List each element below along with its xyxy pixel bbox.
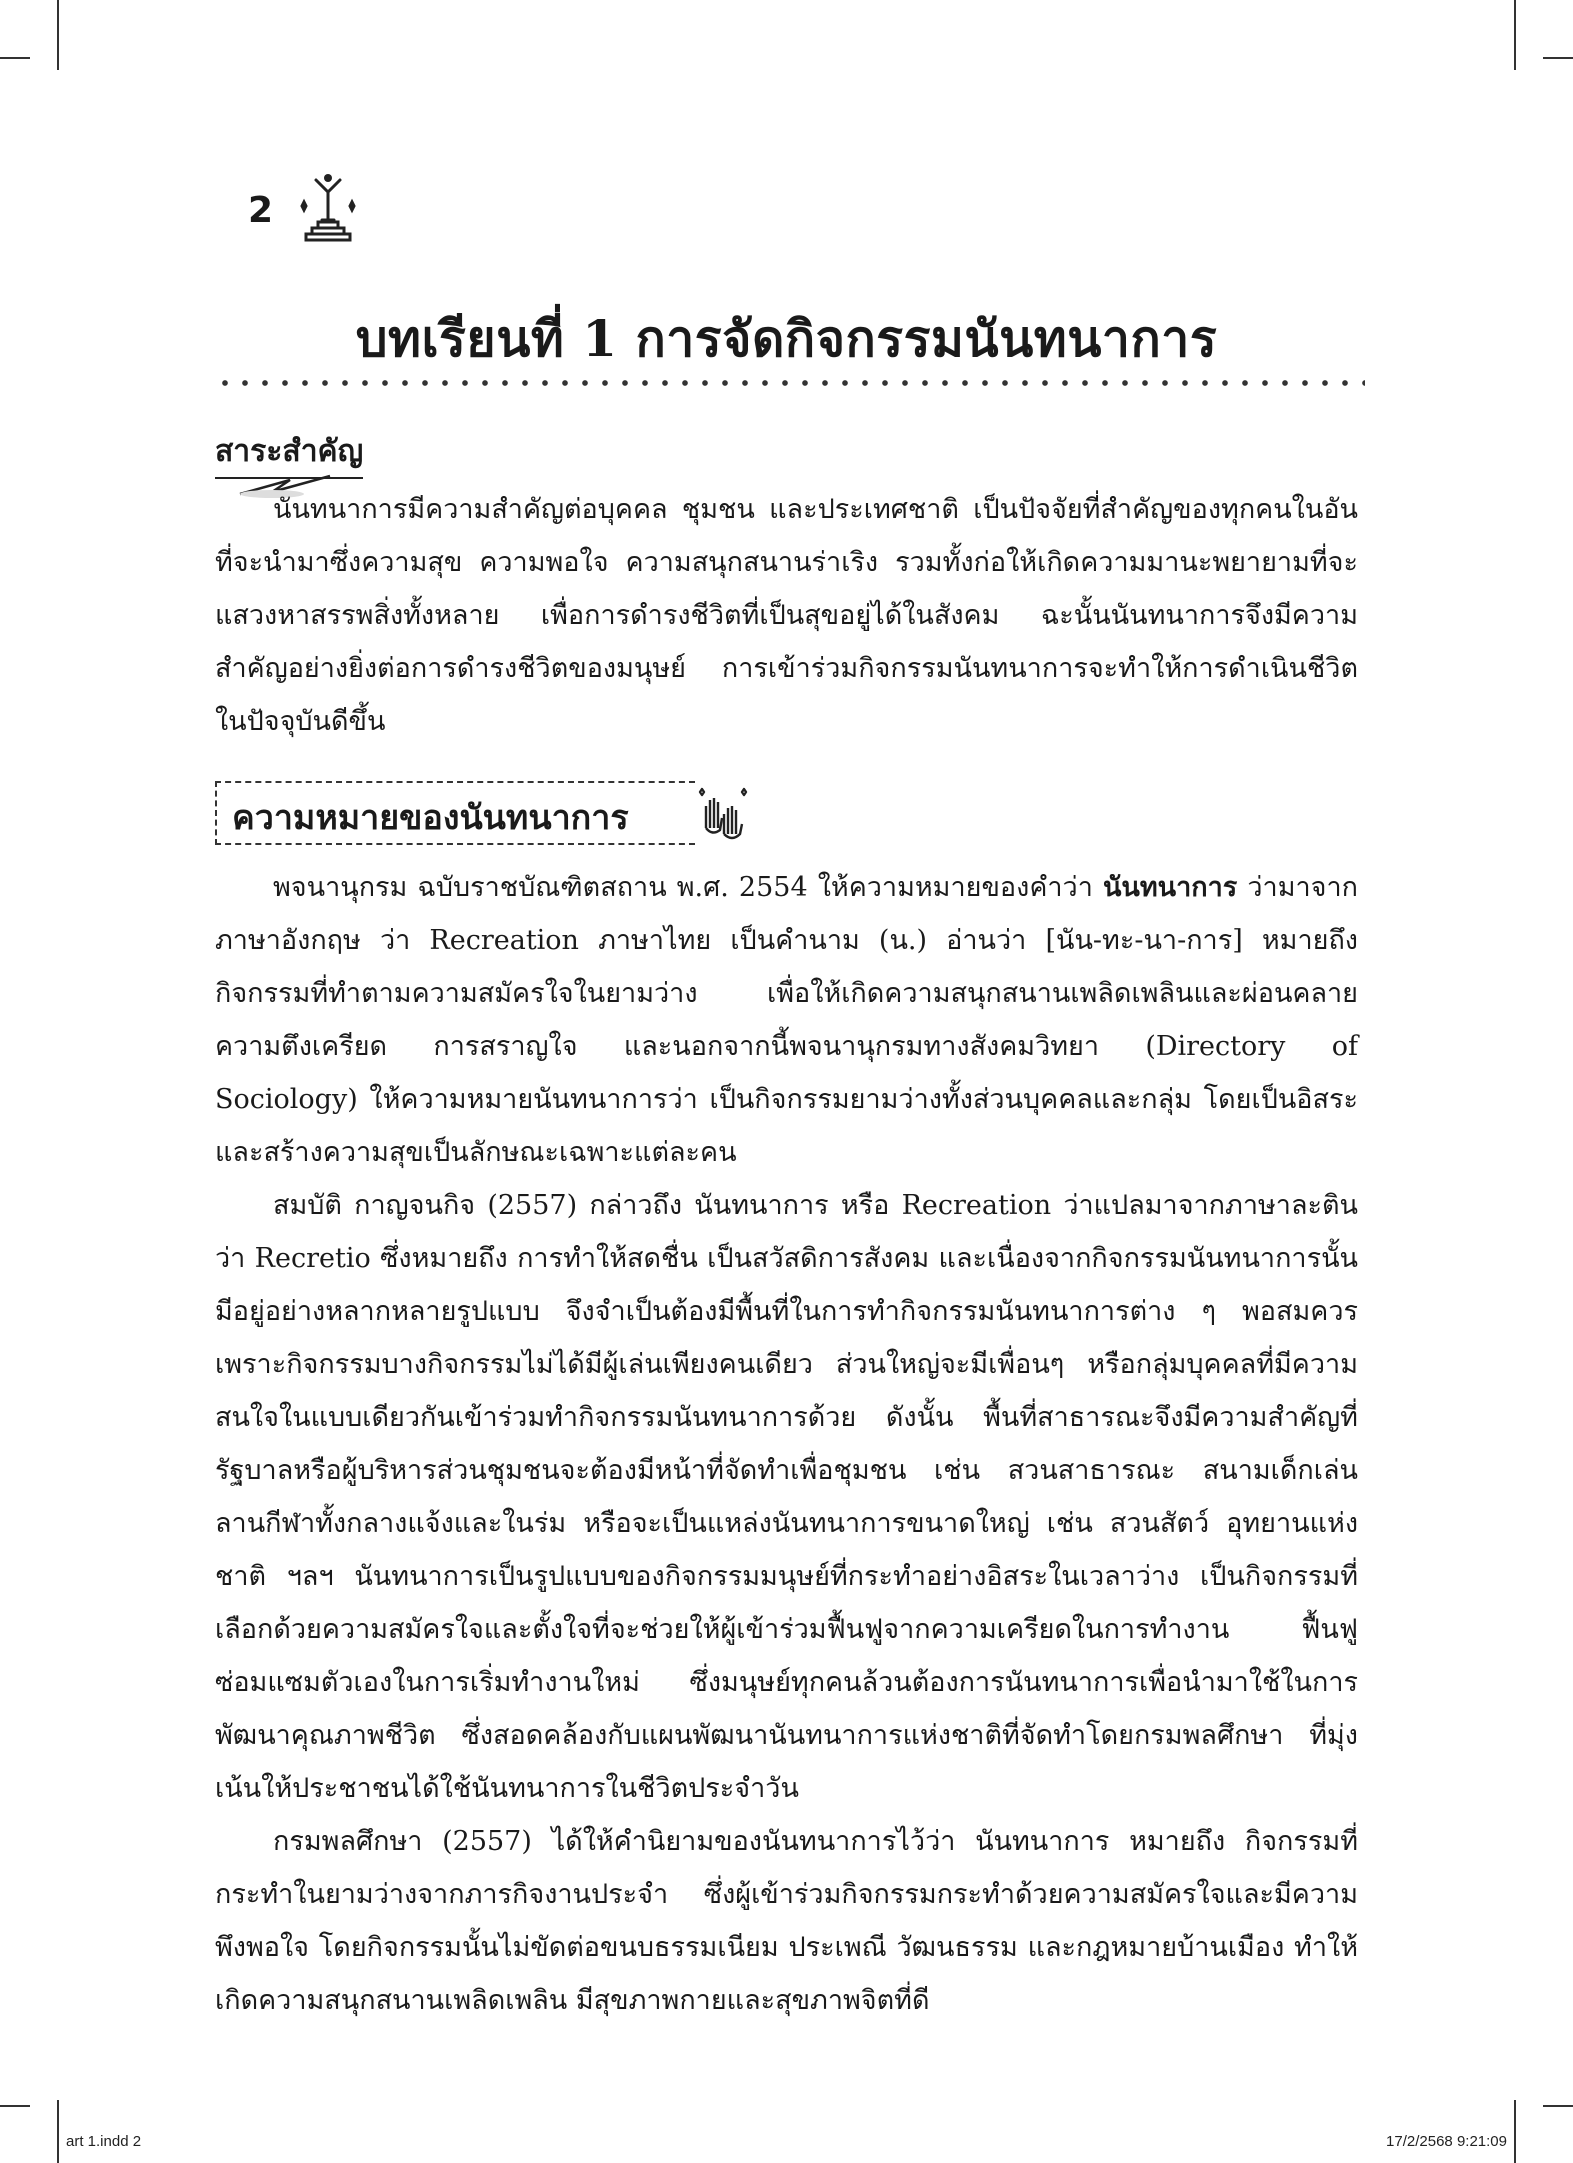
page-number: 2 <box>248 190 274 231</box>
intro-paragraph: นันทนาการมีความสำคัญต่อบุคคล ชุมชน และประเทศชาติ เป็นปัจจัยที่สำคัญของทุกคนในอันที่จะนำมาซึ่งความสุข ความพอใจ ความสนุกสนานร่าเริง รวมทั้งก่อให้เกิดความมานะพยายามที่จะแสวงหาสรรพสิ่งทั้งหลาย เพื่อการดำรงชีวิตที่เป็นสุขอยู่ได้ในสังคม ฉะนั้นนันทนาการจึงมีความสำคัญอย่างยิ่งต่อการดำรงชีวิตของมนุษย์ การเข้าร่วมกิจกรรมนันทนาการจะทำให้การดำเนินชีวิตในปัจจุบันดีขึ้น <box>215 494 1358 737</box>
crop-mark-top-right-v <box>1514 0 1516 70</box>
section-label-key-concept: สาระสำคัญ <box>215 428 363 479</box>
lesson-title: บทเรียนที่ 1 การจัดกิจกรรมนันทนาการ <box>355 309 1218 368</box>
paragraph-1-text-before: พจนานุกรม ฉบับราชบัณฑิตสถาน พ.ศ. 2554 ให้ความหมายของคำว่า <box>273 872 1103 903</box>
crop-mark-top-right-h <box>1543 57 1573 59</box>
crop-mark-top-left-v <box>57 0 59 70</box>
trophy-podium-icon <box>288 170 368 250</box>
footer-file-name: art 1.indd 2 <box>66 2133 142 2150</box>
raised-hands-icon <box>696 784 748 842</box>
dotted-divider <box>215 376 1365 390</box>
paragraph-sombat-definition: สมบัติ กาญจนกิจ (2557) กล่าวถึง นันทนาการ หรือ Recreation ว่าแปลมาจากภาษาละติน ว่า Recretio ซึ่งหมายถึง การทำให้สดชื่น เป็นสวัสดิการสังคม และเนื่องจากกิจกรรมนันทนาการนั้นมีอยู่อย่างหลากหลายรูปแบบ จึงจำเป็นต้องมีพื้นที่ในการทำกิจกรรมนันทนาการต่าง ๆ พอสมควร เพราะกิจกรรมบางกิจกรรมไม่ได้มีผู้เล่นเพียงคนเดียว ส่วนใหญ่จะมีเพื่อนๆ หรือกลุ่มบุคคลที่มีความสนใจในแบบเดียวกันเข้าร่วมทำกิจกรรมนันทนาการด้วย ดังนั้น พื้นที่สาธารณะจึงมีความสำคัญที่รัฐบาลหรือผู้บริหารส่วนชุมชนจะต้องมีหน้าที่จัดทำเพื่อชุมชน เช่น สวนสาธารณะ สนามเด็กเล่น ลานกีฬาทั้งกลางแจ้งและในร่ม หรือจะเป็นแหล่งนันทนาการขนาดใหญ่ เช่น สวนสัตว์ อุทยานแห่งชาติ ฯลฯ นันทนาการเป็นรูปแบบของกิจกรรมมนุษย์ที่กระทำอย่างอิสระในเวลาว่าง เป็นกิจกรรมที่เลือกด้วยความสมัครใจและตั้งใจที่จะช่วยให้ผู้เข้าร่วมฟื้นฟูจากความเครียดในการทำงาน ฟื้นฟูซ่อมแซมตัวเองในการเริ่มทำงานใหม่ ซึ่งมนุษย์ทุกคนล้วนต้องการนันทนาการเพื่อนำมาใช้ในการพัฒนาคุณภาพชีวิต ซึ่งสอดคล้องกับแผนพัฒนานันทนาการแห่งชาติที่จัดทำโดยกรมพลศึกษา ที่มุ่งเน้นให้ประชาชนได้ใช้นันทนาการในชีวิตประจำวัน <box>215 1190 1358 1804</box>
crop-mark-bottom-left-v <box>57 2100 59 2163</box>
paragraph-1-text-after: ว่ามาจากภาษาอังกฤษ ว่า Recreation ภาษาไทย เป็นคำนาม (น.) อ่านว่า [นัน-ทะ-นา-การ] หมายถึงกิจกรรมที่ทำตามความสมัครใจในยามว่าง เพื่อให้เกิดความสนุกสนานเพลิดเพลินและผ่อนคลายความตึงเครียด การสราญใจ และนอกจากนี้พจนานุกรมทางสังคมวิทยา (Directory of Sociology) ให้ความหมายนันทนาการว่า เป็นกิจกรรมยามว่างทั้งส่วนบุคคลและกลุ่ม โดยเป็นอิสระและสร้างความสุขเป็นลักษณะเฉพาะแต่ละคน <box>215 872 1358 1168</box>
paragraph-dictionary-definition <box>215 861 1358 1179</box>
footer-timestamp: 17/2/2568 9:21:09 <box>1386 2133 1507 2150</box>
crop-mark-bottom-right-v <box>1514 2100 1516 2163</box>
term-recreation-bold: นันทนาการ <box>1102 872 1238 903</box>
subheading-meaning: ความหมายของนันทนาการ <box>232 798 629 838</box>
crop-mark-top-left-h <box>0 57 30 59</box>
paragraph-department-definition: กรมพลศึกษา (2557) ได้ให้คำนิยามของนันทนาการไว้ว่า นันทนาการ หมายถึง กิจกรรมที่กระทำในยามว่างจากภารกิจงานประจำ ซึ่งผู้เข้าร่วมกิจกรรมกระทำด้วยความสมัครใจและมีความพึงพอใจ โดยกิจกรรมนั้นไม่ขัดต่อขนบธรรมเนียม ประเพณี วัฒนธรรม และกฎหมายบ้านเมือง ทำให้เกิดความสนุกสนานเพลิดเพลิน มีสุขภาพกายและสุขภาพจิตที่ดี <box>215 1826 1358 2016</box>
crop-mark-bottom-right-h <box>1543 2105 1573 2107</box>
crop-mark-bottom-left-h <box>0 2105 30 2107</box>
